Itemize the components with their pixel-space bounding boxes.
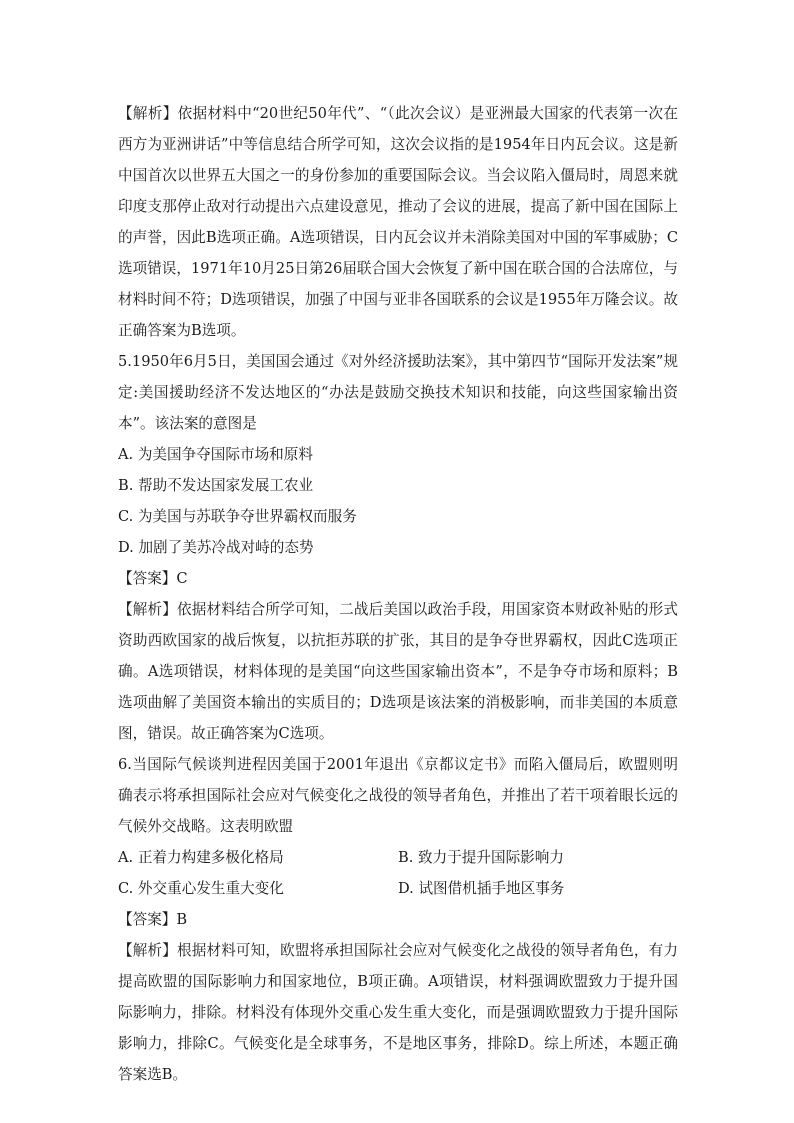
answer-tag: 【答案】 [118, 911, 177, 928]
q6-stem: 6.当国际气候谈判进程因美国于2001年退出《京都议定书》而陷入僵局后，欧盟则明确表示将承担国际社会应对气候变化之战役的领导者角色，并推出了若干项着眼长远的气候外交战略。这表明欧盟 [118, 756, 678, 835]
q6-options-row-2 [118, 873, 678, 904]
q5-analysis [118, 594, 678, 749]
q5-option-a: A. 为美国争夺国际市场和原料 [118, 446, 313, 463]
q6-option-a: A. 正着力构建多极化格局 [118, 849, 284, 866]
analysis-tag: 【解析】 [118, 601, 177, 618]
answer-tag: 【答案】 [118, 570, 177, 587]
q5-stem: 5.1950年6月5日，美国国会通过《对外经济援助法案》，其中第四节“国际开发法案”规定:美国援助经济不发达地区的“办法是鼓励交换技术知识和技能，向这些国家输出资本”。该法案的意图是 [118, 353, 678, 432]
q5-option-d: D. 加剧了美苏冷战对峙的态势 [118, 539, 314, 556]
answer-value: C [176, 570, 188, 587]
document-content [118, 98, 678, 1090]
q4-analysis [118, 98, 678, 346]
q6-option-c: C. 外交重心发生重大变化 [118, 880, 284, 897]
q6-options-row-1 [118, 842, 678, 873]
analysis-text: 依据材料中“20世纪50年代”、“（此次会议）是亚洲最大国家的代表第一次在西方为亚洲讲话”中等信息结合所学可知，这次会议指的是1954年日内瓦会议。这是新中国首次以世界五大国之一的身份参加的重要国际会议。当会议陷入僵局时，周恩来就印度支那停止敌对行动提出六点建设意见，推动了会议的进展，提高了新中国在国际上的声誉，因此B选项正确。A选项错误，日内瓦会议并未消除美国对中国的军事威胁；C选项错误，1971年10月25日第26届联合国大会恢复了新中国在联合国的合法席位，与材料时间不符；D选项错误，加强了中国与亚非各国联系的会议是1955年万隆会议。故正确答案为B选项。 [118, 105, 678, 339]
q5-answer [118, 563, 678, 594]
answer-value: B [176, 911, 188, 928]
q6-option-d: D. 试图借机插手地区事务 [398, 880, 565, 897]
analysis-tag: 【解析】 [118, 105, 178, 122]
q5-option-c: C. 为美国与苏联争夺世界霸权而服务 [118, 508, 357, 525]
q6-answer [118, 904, 678, 935]
analysis-text: 根据材料可知，欧盟将承担国际社会应对气候变化之战役的领导者角色，有力提高欧盟的国际影响力和国家地位，B项正确。A项错误，材料强调欧盟致力于提升国际影响力，排除。材料没有体现外交重心发生重大变化，而是强调欧盟致力于提升国际影响力，排除C。气候变化是全球事务，不是地区事务，排除D。综上所述，本题正确答案选B。 [118, 942, 678, 1083]
q5-option-b: B. 帮助不发达国家发展工农业 [118, 477, 314, 494]
q6-analysis [118, 935, 678, 1090]
analysis-text: 依据材料结合所学可知，二战后美国以政治手段，用国家资本财政补贴的形式资助西欧国家的战后恢复，以抗拒苏联的扩张，其目的是争夺世界霸权，因此C选项正确。A选项错误，材料体现的是美国“向这些国家输出资本”，不是争夺市场和原料；B选项曲解了美国资本输出的实质目的；D选项是该法案的消极影响，而非美国的本质意图，错误。故正确答案为C选项。 [118, 601, 678, 742]
analysis-tag: 【解析】 [118, 942, 177, 959]
q6-option-b: B. 致力于提升国际影响力 [398, 849, 564, 866]
